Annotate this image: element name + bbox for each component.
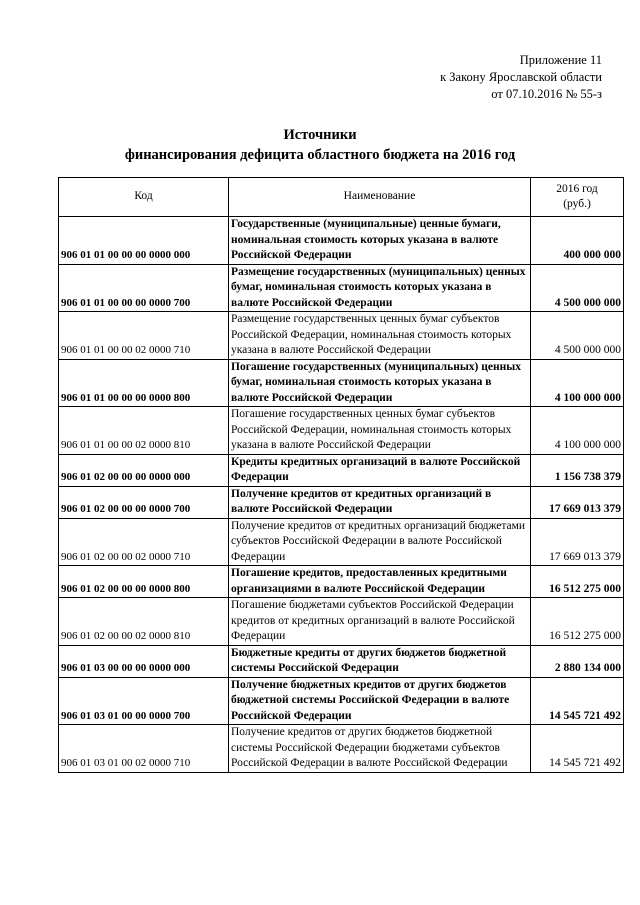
amount-cell: 4 500 000 000 [531,312,624,360]
table-row [59,264,624,312]
code-cell: 906 01 01 00 00 00 0000 700 [59,264,229,312]
code-cell: 906 01 02 00 00 00 0000 000 [59,454,229,486]
amount-cell: 17 669 013 379 [531,486,624,518]
name-cell: Получение кредитов от кредитных организаций бюджетами субъектов Российской Федерации в валюте Российской Федерации [229,518,531,566]
table-row [59,454,624,486]
amount-cell: 1 156 738 379 [531,454,624,486]
table-row [59,312,624,360]
title-line-2: финансирования дефицита областного бюджета на 2016 год [124,147,516,163]
code-cell: 906 01 01 00 00 00 0000 000 [59,217,229,265]
appendix-header [440,52,602,103]
sources-table [58,177,624,773]
amount-cell: 16 512 275 000 [531,598,624,646]
name-cell: Размещение государственных (муниципальных) ценных бумаг, номинальная стоимость которых указана в валюте Российской Федерации [229,264,531,312]
code-cell: 906 01 02 00 00 02 0000 810 [59,598,229,646]
code-cell: 906 01 01 00 00 00 0000 800 [59,359,229,407]
table-row [59,486,624,518]
header-name: Наименование [229,178,531,217]
code-cell: 906 01 02 00 00 02 0000 710 [59,518,229,566]
amount-cell: 400 000 000 [531,217,624,265]
name-cell: Погашение кредитов, предоставленных кредитными организациями в валюте Российской Федерации [229,566,531,598]
name-cell: Государственные (муниципальные) ценные бумаги, номинальная стоимость которых указана в валюте Российской Федерации [229,217,531,265]
table-header-row [59,178,624,217]
title-line-1: Источники [283,127,357,143]
table-row [59,677,624,725]
name-cell: Кредиты кредитных организаций в валюте Российской Федерации [229,454,531,486]
name-cell: Погашение бюджетами субъектов Российской Федерации кредитов от кредитных организаций в валюте Российской Федерации [229,598,531,646]
appendix-line-3: от 07.10.2016 № 55-з [491,87,602,101]
table-row [59,359,624,407]
table-row [59,645,624,677]
amount-cell: 4 100 000 000 [531,359,624,407]
header-amount [531,178,624,217]
code-cell: 906 01 01 00 00 02 0000 810 [59,407,229,455]
amount-cell: 17 669 013 379 [531,518,624,566]
code-cell: 906 01 03 01 00 02 0000 710 [59,725,229,773]
header-code: Код [59,178,229,217]
document-title [0,125,640,165]
code-cell: 906 01 02 00 00 00 0000 800 [59,566,229,598]
header-amount-unit: (руб.) [563,198,591,210]
table-row [59,407,624,455]
name-cell: Погашение государственных (муниципальных) ценных бумаг, номинальная стоимость которых указана в валюте Российской Федерации [229,359,531,407]
code-cell: 906 01 01 00 00 02 0000 710 [59,312,229,360]
amount-cell: 2 880 134 000 [531,645,624,677]
header-amount-year: 2016 год [556,182,598,195]
amount-cell: 4 100 000 000 [531,407,624,455]
name-cell: Бюджетные кредиты от других бюджетов бюджетной системы Российской Федерации [229,645,531,677]
table-row [59,598,624,646]
name-cell: Получение бюджетных кредитов от других бюджетов бюджетной системы Российской Федерации в валюте Российской Федерации [229,677,531,725]
table-row [59,217,624,265]
table-row [59,566,624,598]
amount-cell: 16 512 275 000 [531,566,624,598]
appendix-line-1: Приложение 11 [519,53,602,67]
name-cell: Получение кредитов от других бюджетов бюджетной системы Российской Федерации бюджетами субъектов Российской Федерации в валюте Российской Федерации [229,725,531,773]
code-cell: 906 01 03 01 00 00 0000 700 [59,677,229,725]
name-cell: Получение кредитов от кредитных организаций в валюте Российской Федерации [229,486,531,518]
appendix-line-2: к Закону Ярославской области [440,70,602,84]
amount-cell: 14 545 721 492 [531,677,624,725]
table-row [59,518,624,566]
amount-cell: 4 500 000 000 [531,264,624,312]
name-cell: Погашение государственных ценных бумаг субъектов Российской Федерации, номинальная стоимость которых указана в валюте Российской Федерации [229,407,531,455]
table-row [59,725,624,773]
name-cell: Размещение государственных ценных бумаг субъектов Российской Федерации, номинальная стоимость которых указана в валюте Российской Федерации [229,312,531,360]
code-cell: 906 01 03 00 00 00 0000 000 [59,645,229,677]
amount-cell: 14 545 721 492 [531,725,624,773]
code-cell: 906 01 02 00 00 00 0000 700 [59,486,229,518]
